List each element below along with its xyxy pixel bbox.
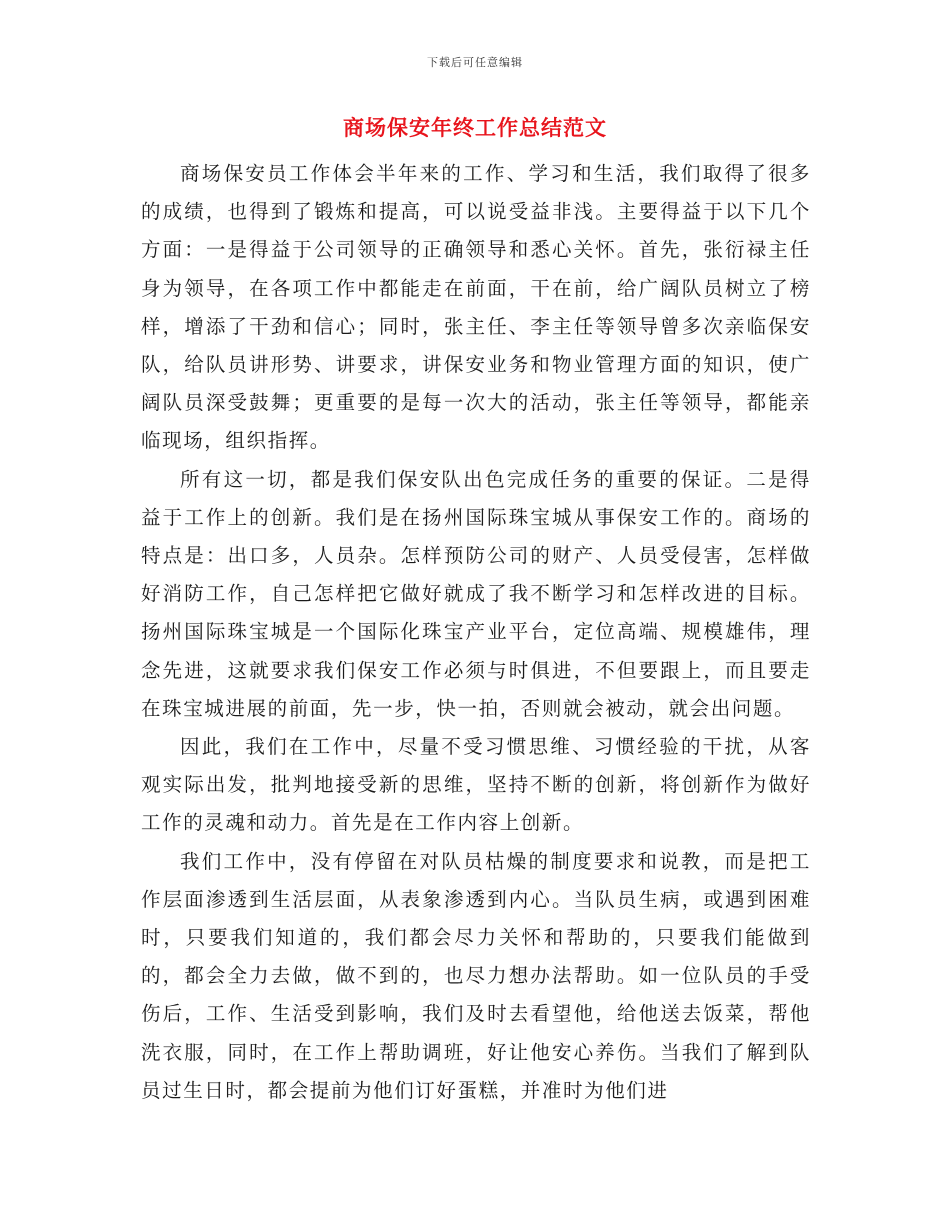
paragraph: 我们工作中，没有停留在对队员枯燥的制度要求和说教，而是把工作层面渗透到生活层面，从表象渗透到内心。当队员生病，或遇到困难时，只要我们知道的，我们都会尽力关怀和帮助的，只要我们能做到的，都会全力去做，做不到的，也尽力想办法帮助。如一位队员的手受伤后，工作、生活受到影响，我们及时去看望他，给他送去饭菜，帮他洗衣服，同时，在工作上帮助调班，好让他安心养伤。当我们了解到队员过生日时，都会提前为他们订好蛋糕，并准时为他们进 — [141, 849, 811, 1102]
header-note: 下载后可任意编辑 — [427, 56, 523, 69]
document-body — [141, 155, 811, 1110]
paragraph: 因此，我们在工作中，尽量不受习惯思维、习惯经验的干扰，从客观实际出发，批判地接受新的思维，坚持不断的创新，将创新作为做好工作的灵魂和动力。首先是在工作内容上创新。 — [141, 735, 811, 835]
document-title: 商场保安年终工作总结范文 — [343, 115, 607, 140]
paragraph: 商场保安员工作体会半年来的工作、学习和生活，我们取得了很多的成绩，也得到了锻炼和提高，可以说受益非浅。主要得益于以下几个方面：一是得益于公司领导的正确领导和悉心关怀。首先，张衍禄主任身为领导，在各项工作中都能走在前面，干在前，给广阔队员树立了榜样，增添了干劲和信心；同时，张主任、李主任等领导曾多次亲临保安队，给队员讲形势、讲要求，讲保安业务和物业管理方面的知识，使广阔队员深受鼓舞；更重要的是每一次大的活动，张主任等领导，都能亲临现场，组织指挥。 — [141, 162, 811, 453]
paragraph: 所有这一切，都是我们保安队出色完成任务的重要的保证。二是得益于工作上的创新。我们是在扬州国际珠宝城从事保安工作的。商场的特点是：出口多，人员杂。怎样预防公司的财产、人员受侵害，怎样做好消防工作，自己怎样把它做好就成了我不断学习和怎样改进的目标。扬州国际珠宝城是一个国际化珠宝产业平台，定位高端、规模雄伟，理念先进，这就要求我们保安工作必须与时俱进，不但要跟上，而且要走在珠宝城进展的前面，先一步，快一拍，否则就会被动，就会出问题。 — [141, 467, 811, 720]
